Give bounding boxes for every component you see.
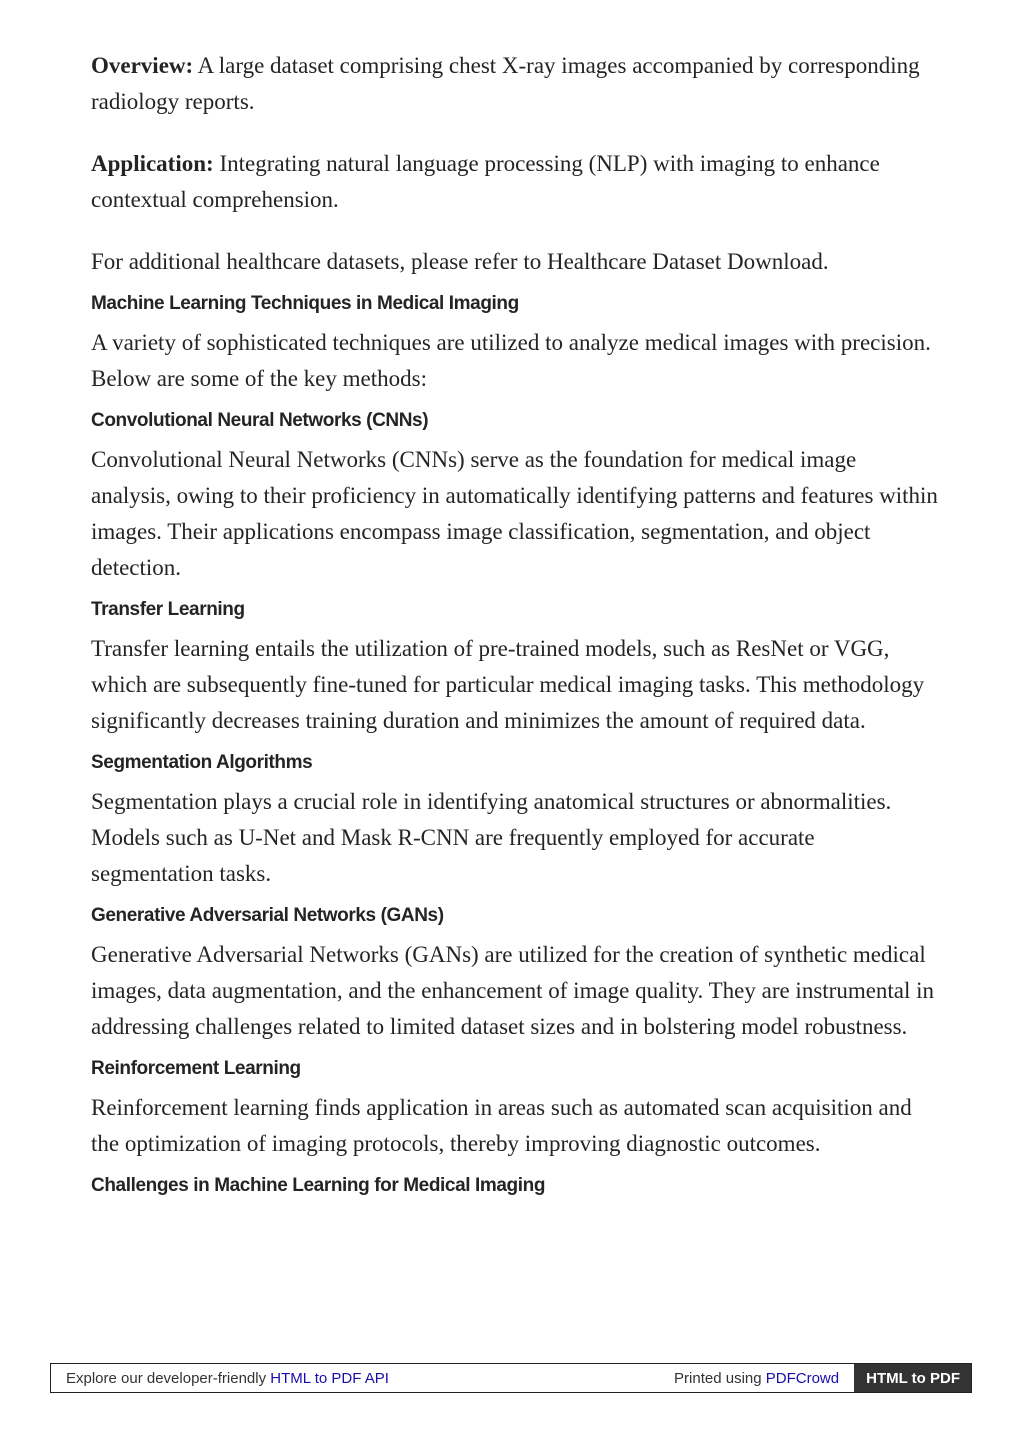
html-to-pdf-badge[interactable]: HTML to PDF [854, 1364, 971, 1392]
article-content [91, 48, 941, 1198]
pdfcrowd-footer [50, 1363, 972, 1393]
footer-explore [51, 1370, 674, 1387]
footer-printed-text: Printed using [674, 1369, 766, 1387]
section-heading-gans: Generative Adversarial Networks (GANs) [91, 905, 444, 926]
section-heading-challenges: Challenges in Machine Learning for Medical Imaging [91, 1175, 546, 1196]
section-heading-cnns: Convolutional Neural Networks (CNNs) [91, 410, 429, 431]
section-body-cnns: Convolutional Neural Networks (CNNs) serve as the foundation for medical image analysis, owing to their proficiency in automatically identifying patterns and features within images. Their applications encompass image classification, segmentation, and object detection. [91, 447, 938, 580]
overview-paragraph [91, 48, 941, 120]
section-heading-ml-techniques: Machine Learning Techniques in Medical Imaging [91, 293, 519, 314]
application-label: Application: [91, 151, 214, 176]
section-body-segmentation: Segmentation plays a crucial role in identifying anatomical structures or abnormalities. Models such as U-Net and Mask R-CNN are frequently employed for accurate segmentation tasks. [91, 789, 892, 886]
section-body-gans: Generative Adversarial Networks (GANs) are utilized for the creation of synthetic medical images, data augmentation, and the enhancement of image quality. They are instrumental in addressing challenges related to limited dataset sizes and in bolstering model robustness. [91, 942, 935, 1039]
application-paragraph [91, 146, 941, 218]
section-heading-reinforcement-learning: Reinforcement Learning [91, 1058, 301, 1079]
footer-explore-text: Explore our developer-friendly [66, 1369, 271, 1387]
overview-label: Overview: [91, 53, 194, 78]
html-to-pdf-api-link[interactable]: HTML to PDF API [270, 1369, 389, 1387]
overview-text: A large dataset comprising chest X-ray images accompanied by corresponding radiology reports. [91, 53, 920, 114]
section-body-transfer-learning: Transfer learning entails the utilization of pre-trained models, such as ResNet or VGG, which are subsequently fine-tuned for particular medical imaging tasks. This methodology significantly decreases training duration and minimizes the amount of required data. [91, 636, 925, 733]
section-body-ml-techniques: A variety of sophisticated techniques are utilized to analyze medical images with precision. Below are some of the key methods: [91, 330, 931, 391]
section-body-reinforcement-learning: Reinforcement learning finds application in areas such as automated scan acquisition and the optimization of imaging protocols, thereby improving diagnostic outcomes. [91, 1095, 912, 1156]
pdfcrowd-link[interactable]: PDFCrowd [765, 1369, 840, 1387]
section-heading-transfer-learning: Transfer Learning [91, 599, 245, 620]
additional-datasets-paragraph: For additional healthcare datasets, please refer to Healthcare Dataset Download. [91, 249, 829, 274]
footer-printed [674, 1370, 854, 1387]
application-text: Integrating natural language processing (NLP) with imaging to enhance contextual comprehension. [91, 151, 880, 212]
section-heading-segmentation: Segmentation Algorithms [91, 752, 313, 773]
